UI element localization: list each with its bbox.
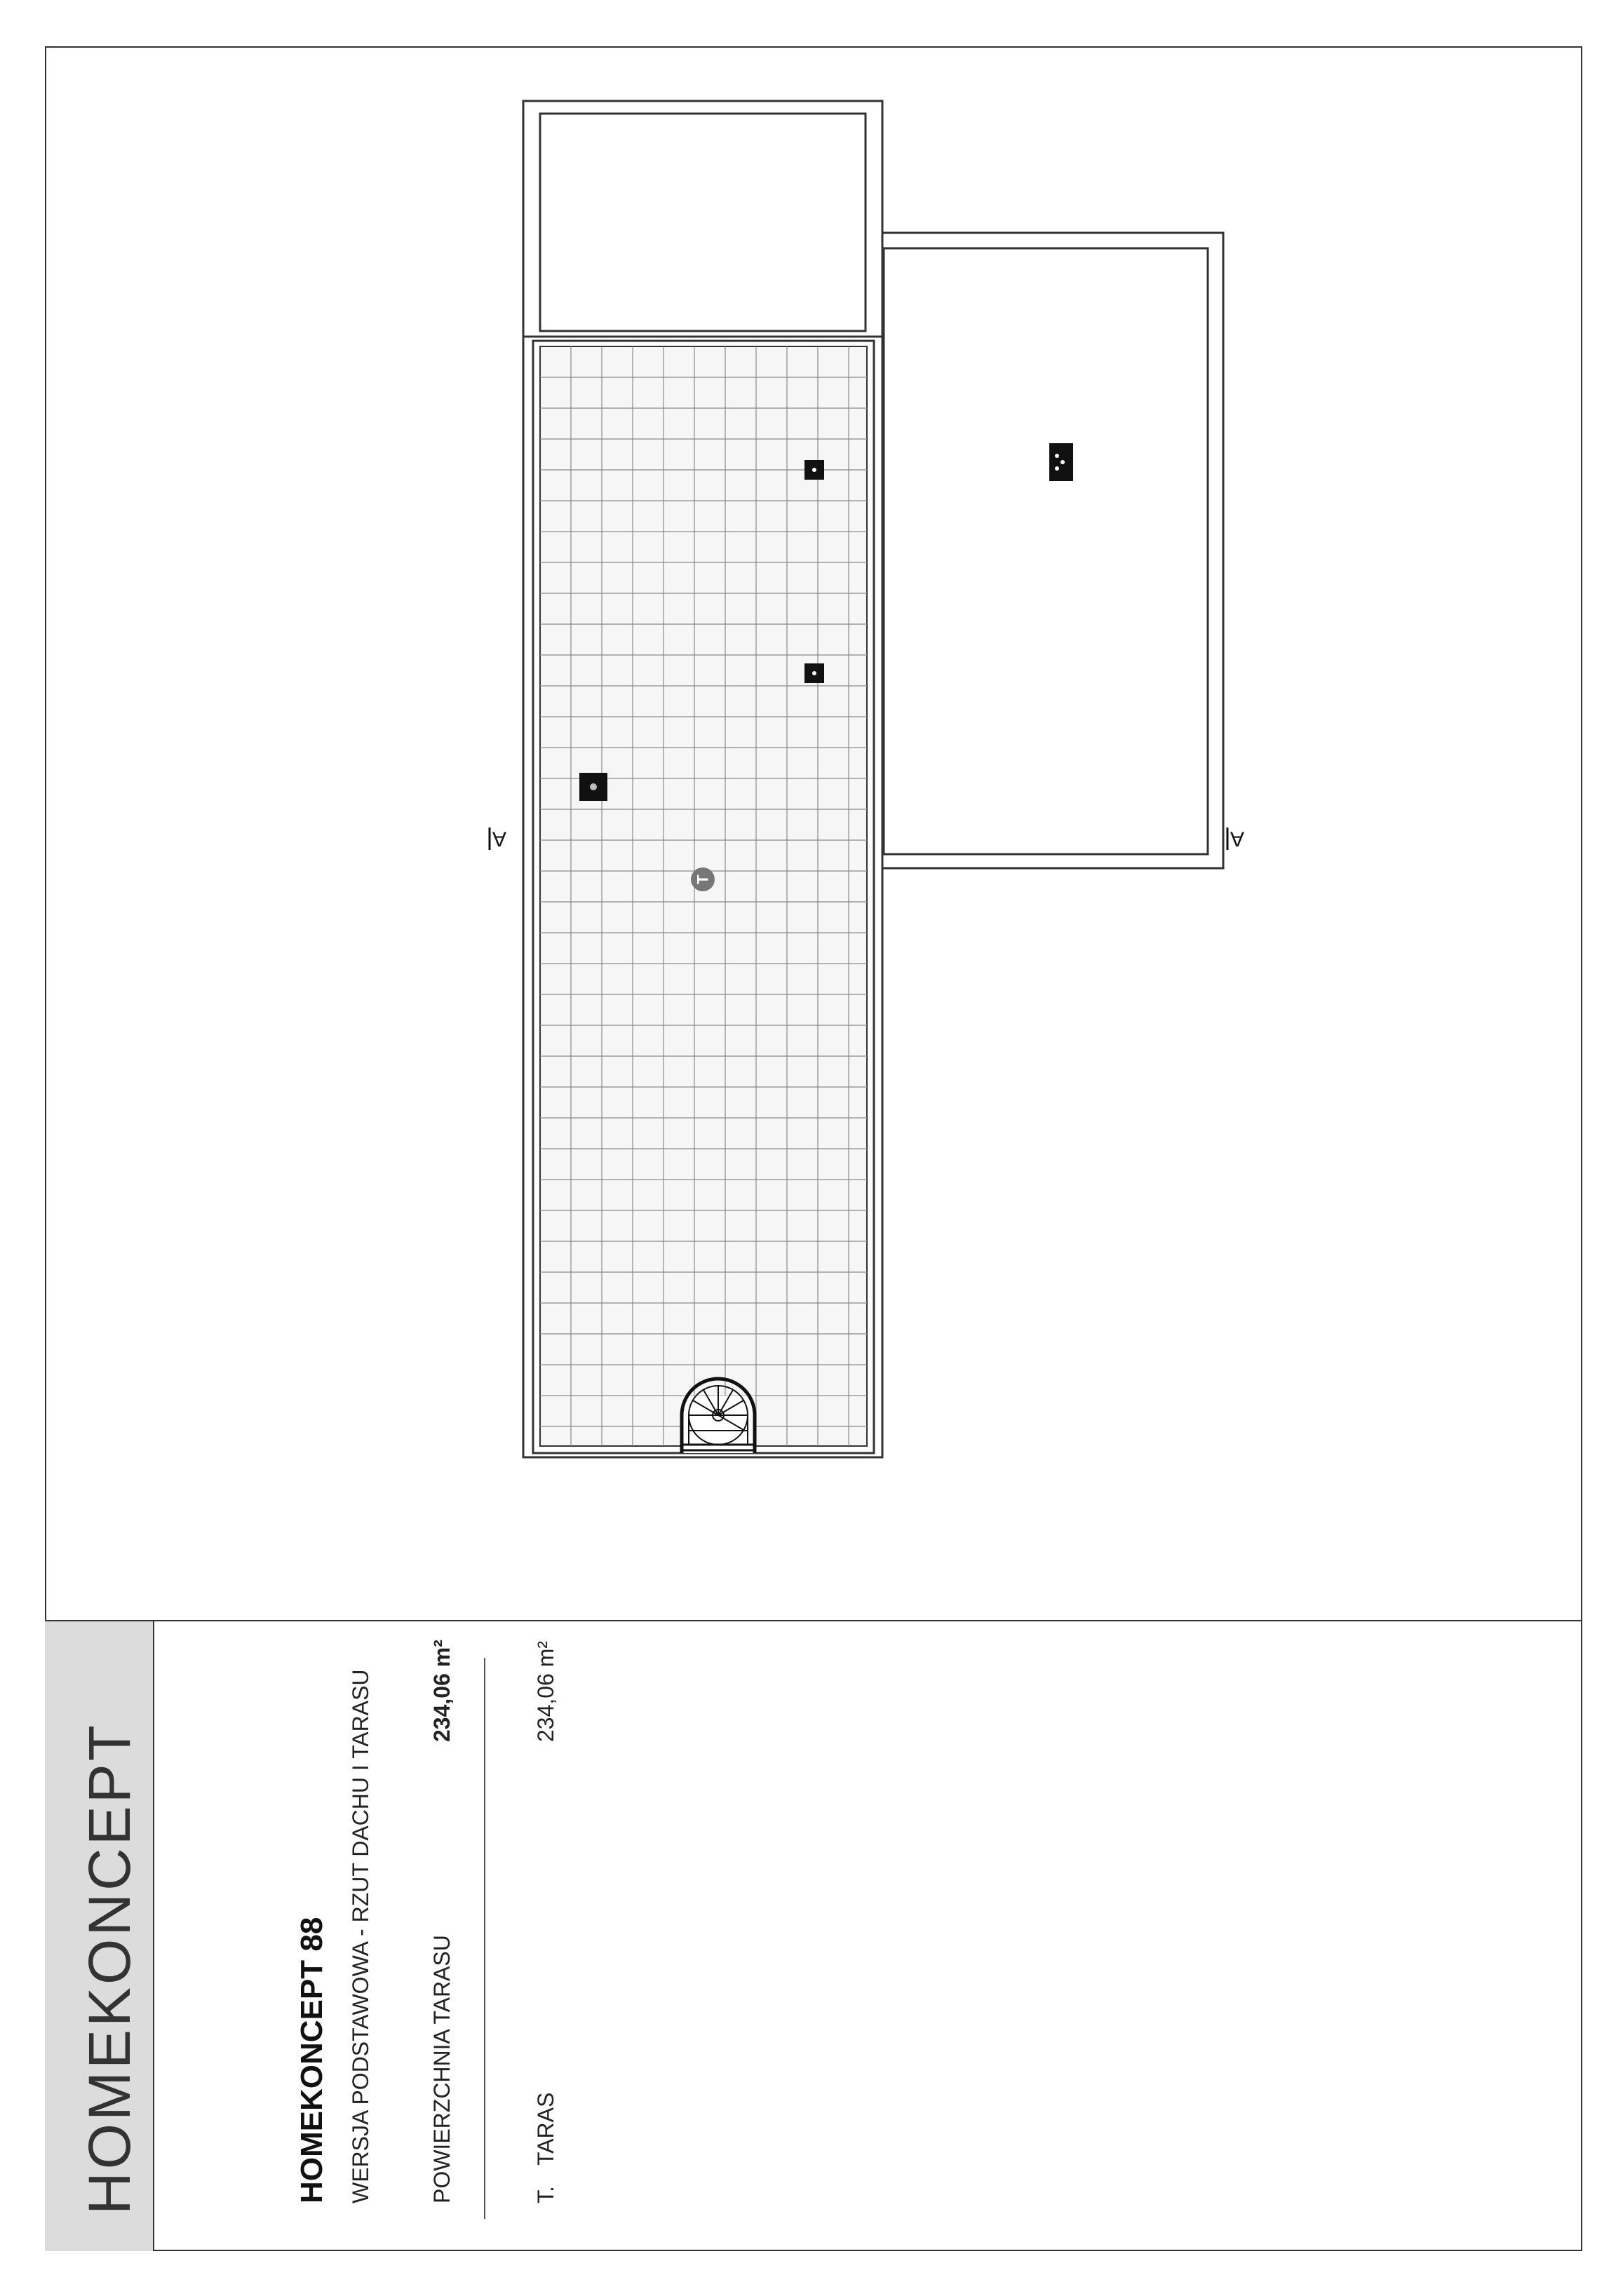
svg-text:A: A <box>492 827 507 851</box>
project-title: HOMEKONCEPT 88 <box>295 1917 329 2203</box>
section-marker-right <box>1227 828 1244 851</box>
project-subtitle: WERSJA PODSTAWOWA - RZUT DACHU I TARASU <box>348 1669 373 2203</box>
room-code: T. <box>533 2186 558 2203</box>
brand-strip <box>45 1621 154 2251</box>
section-marker-left <box>490 828 506 851</box>
title-block <box>45 1620 1582 2251</box>
roof-right-outer <box>882 233 1223 868</box>
terrace-area-label: POWIERZCHNIA TARASU <box>429 1935 454 2203</box>
brand-logo-text: HOMEKONCEPT <box>76 1722 142 2215</box>
roof-outer-outline <box>523 101 882 337</box>
terrace-area-value: 234,06 m² <box>429 1640 454 1742</box>
terrace-marker-label: T <box>694 874 712 884</box>
room-name: TARAS <box>533 2092 558 2166</box>
table-separator <box>484 1658 485 2219</box>
roof-section-upper <box>540 114 866 331</box>
spiral-staircase <box>682 1379 755 1453</box>
roof-right-inner <box>884 248 1208 854</box>
room-area: 234,06 m² <box>533 1640 558 1742</box>
svg-text:A: A <box>1230 827 1245 851</box>
